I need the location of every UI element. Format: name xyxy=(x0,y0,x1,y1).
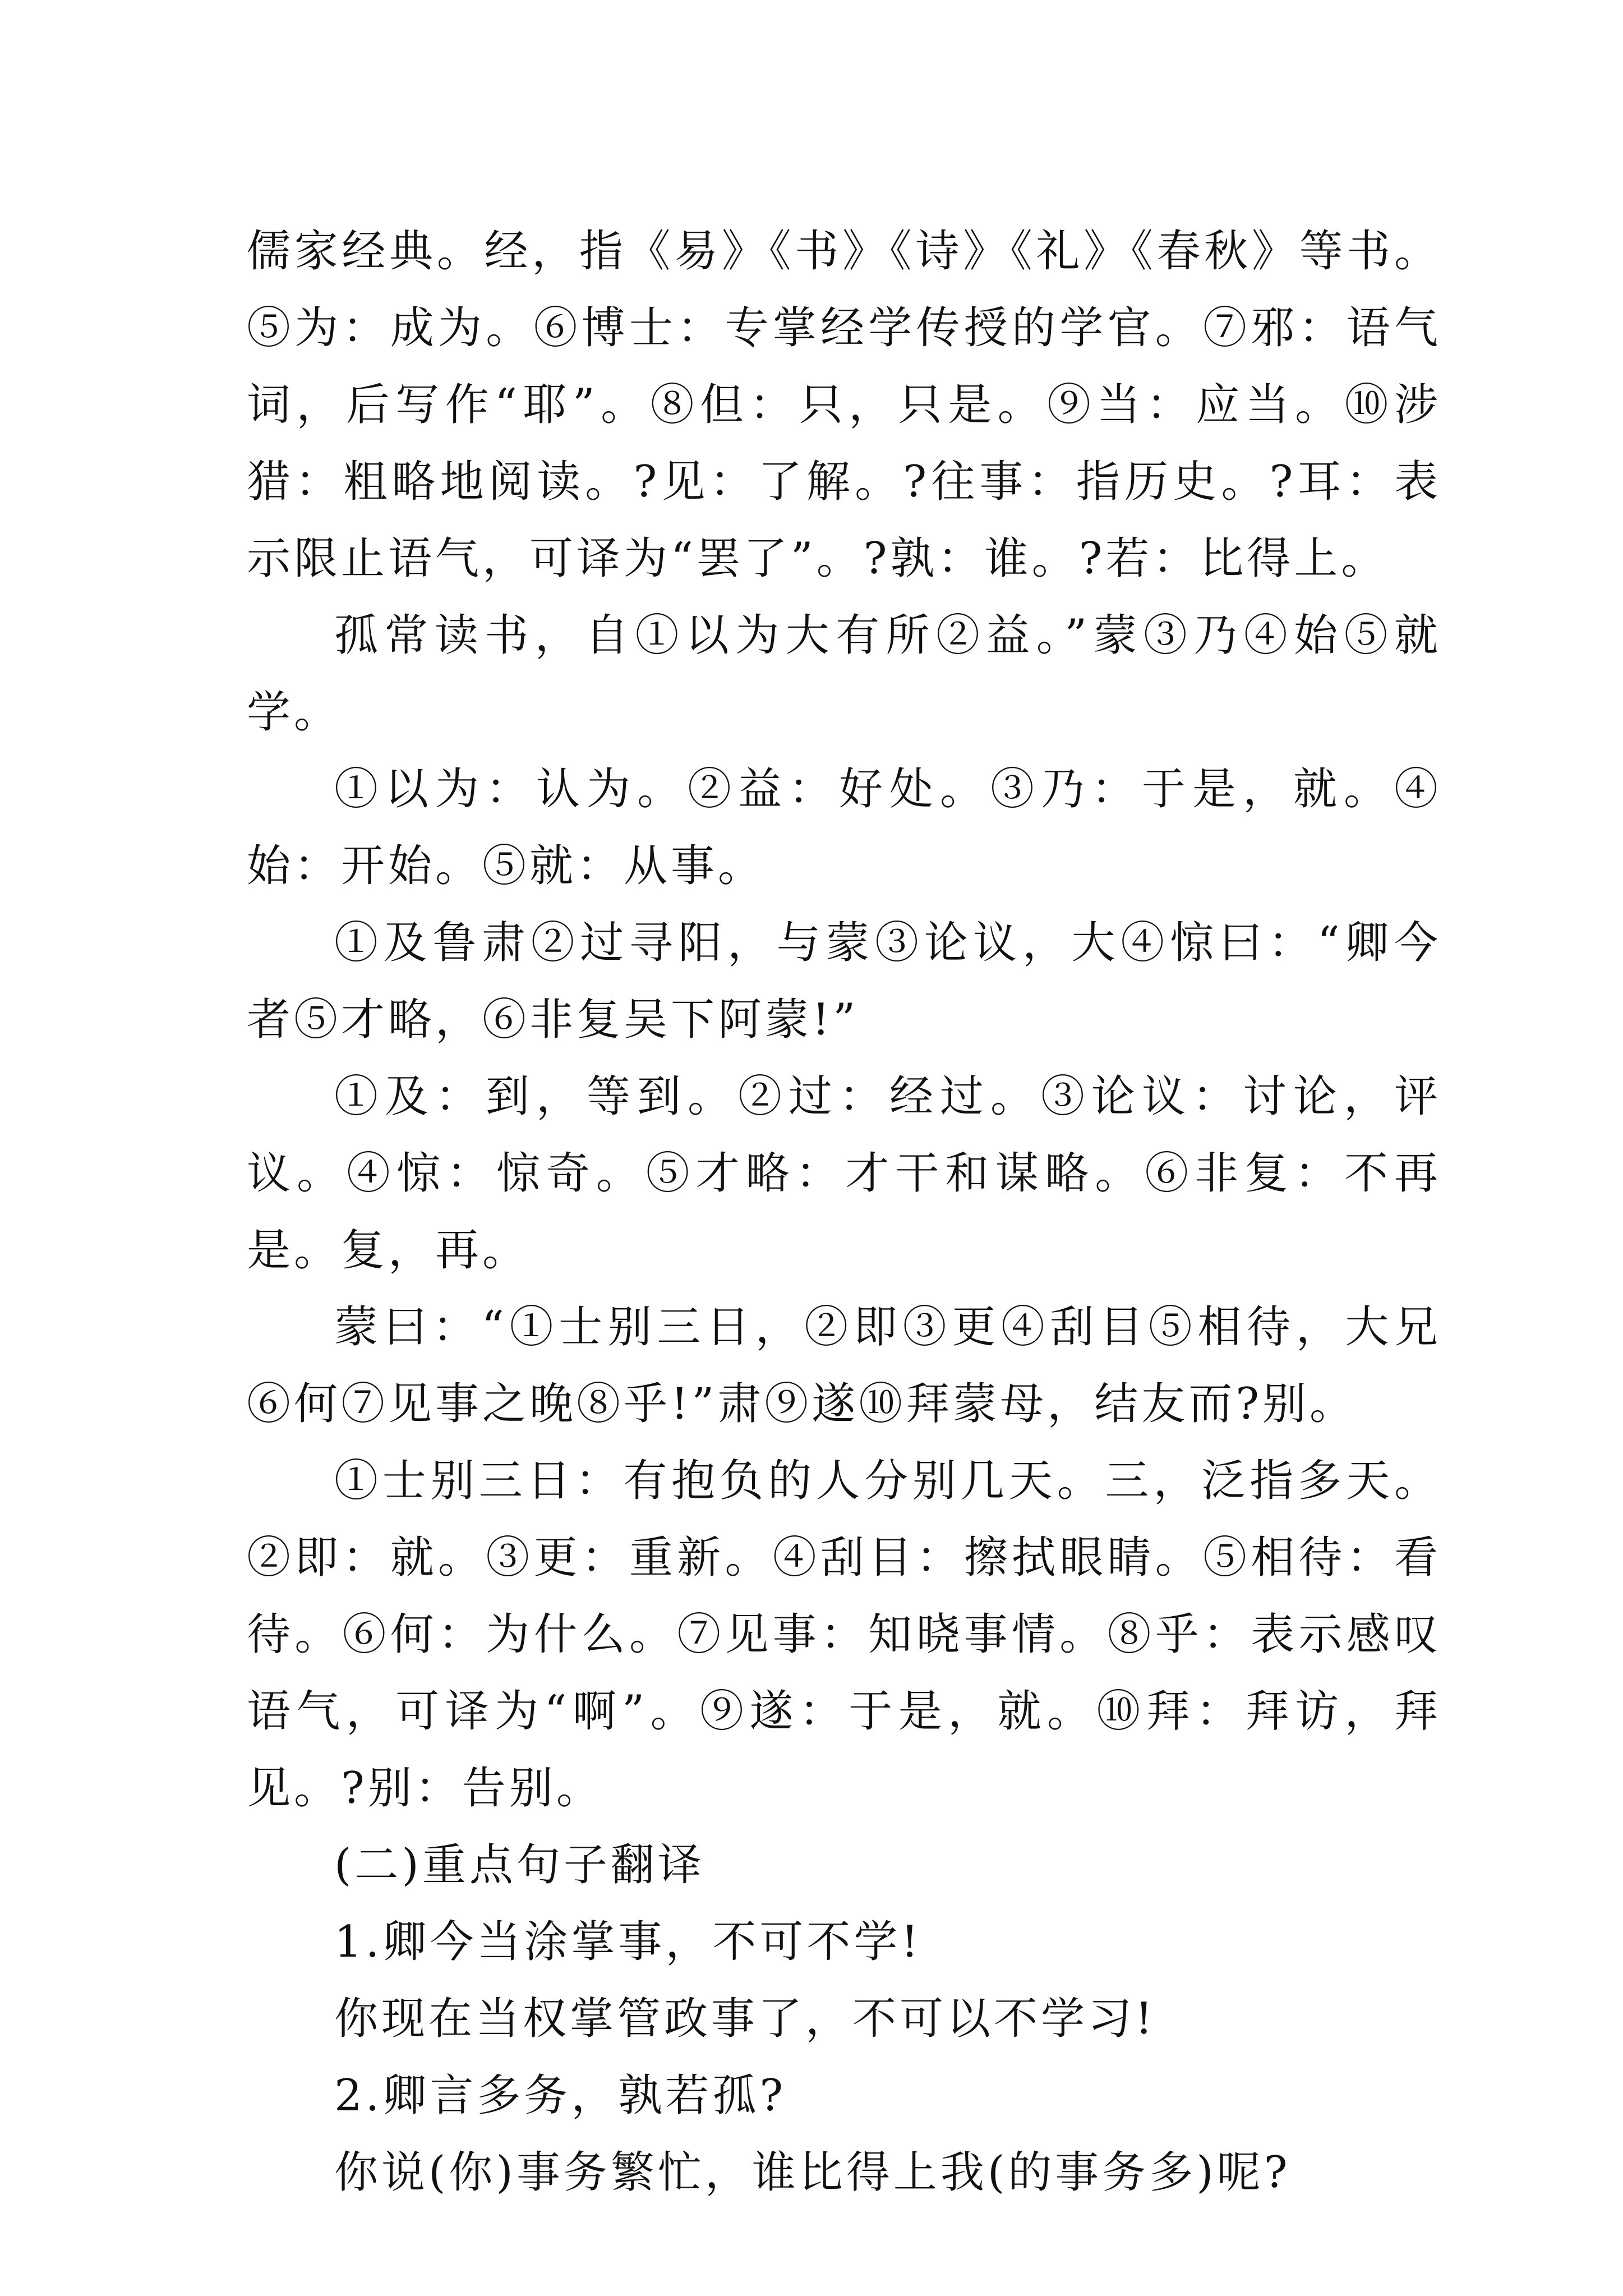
source-text-paragraph: 蒙曰：“①士别三日，②即③更④刮目⑤相待，大兄⑥何⑦见事之晚⑧乎!”肃⑨遂⑩拜蒙母，结友而?别。 xyxy=(247,1302,1441,1429)
sentence-translation: 你现在当权掌管政事了，不可以不学习! xyxy=(334,1994,1156,2044)
sentence-translation: 你说(你)事务繁忙，谁比得上我(的事务多)呢? xyxy=(334,2147,1291,2198)
sentence-item: 1.卿今当涂掌事，不可不学! xyxy=(334,1917,922,1967)
annotation-paragraph: ①及：到，等到。②过：经过。③论议：讨论，评议。④惊：惊奇。⑤才略：才干和谋略。⑥非复：不再是。复，再。 xyxy=(247,1071,1441,1276)
source-text-paragraph: 孤常读书，自①以为大有所②益。”蒙③乃④始⑤就学。 xyxy=(247,610,1441,738)
section-heading: (二)重点句子翻译 xyxy=(334,1840,705,1890)
document-body xyxy=(247,213,1441,2211)
annotation-paragraph: 儒家经典。经，指《易》《书》《诗》《礼》《春秋》等书。⑤为：成为。⑥博士：专掌经学传授的学官。⑦邪：语气词，后写作“耶”。⑧但：只，只是。⑨当：应当。⑩涉猎：粗略地阅读。?见：了解。?往事：指历史。?耳：表示限止语气，可译为“罢了”。?孰：谁。?若：比得上。 xyxy=(247,226,1441,584)
annotation-paragraph: ①士别三日：有抱负的人分别几天。三，泛指多天。②即：就。③更：重新。④刮目：擦拭眼睛。⑤相待：看待。⑥何：为什么。⑦见事：知晓事情。⑧乎：表示感叹语气，可译为“啊”。⑨遂：于是，就。⑩拜：拜访，拜见。?别：告别。 xyxy=(247,1456,1441,1814)
source-text-paragraph: ①及鲁肃②过寻阳，与蒙③论议，大④惊曰：“卿今者⑤才略，⑥非复吴下阿蒙!” xyxy=(247,918,1441,1045)
annotation-paragraph: ①以为：认为。②益：好处。③乃：于是，就。④始：开始。⑤就：从事。 xyxy=(247,764,1441,891)
sentence-item: 2.卿言多务，孰若孤? xyxy=(334,2070,787,2121)
